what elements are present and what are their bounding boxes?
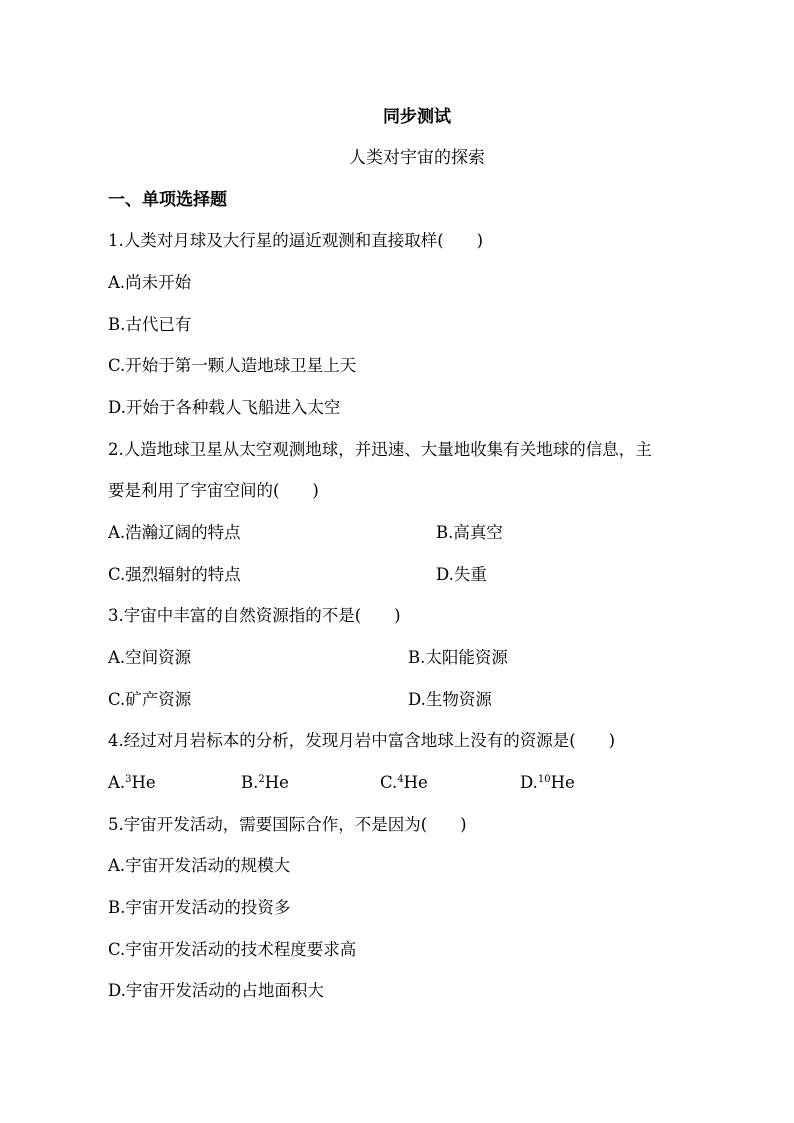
question-1-option-b: B.古代已有 bbox=[108, 315, 192, 334]
question-4-stem: 4.经过对月岩标本的分析，发现月岩中富含地球上没有的资源是( ) bbox=[108, 731, 616, 750]
question-2-stem-line-2: 要是利用了宇宙空间的( ) bbox=[108, 481, 319, 500]
question-2-option-c: C.强烈辐射的特点 bbox=[108, 565, 241, 584]
section-heading: 一、单项选择题 bbox=[108, 190, 227, 210]
question-5-option-d: D.宇宙开发活动的占地面积大 bbox=[108, 981, 324, 1000]
option-b-element: He bbox=[264, 773, 289, 792]
question-4-option-c bbox=[380, 772, 428, 794]
question-3-option-d: D.生物资源 bbox=[408, 690, 492, 709]
question-3-option-a: A.空间资源 bbox=[108, 648, 192, 667]
option-a-element: He bbox=[131, 773, 156, 792]
question-5-option-a: A.宇宙开发活动的规模大 bbox=[108, 856, 291, 875]
question-1-stem: 1.人类对月球及大行星的逼近观测和直接取样( ) bbox=[108, 231, 484, 250]
option-b-mass-number: 2 bbox=[258, 774, 265, 785]
option-c-element: He bbox=[403, 773, 428, 792]
question-4-option-a bbox=[108, 772, 156, 794]
question-4-option-b bbox=[241, 772, 289, 794]
question-1-option-a: A.尚未开始 bbox=[108, 273, 192, 292]
option-d-prefix: D. bbox=[520, 773, 538, 792]
question-2-option-a: A.浩瀚辽阔的特点 bbox=[108, 523, 241, 542]
question-3-option-c: C.矿产资源 bbox=[108, 690, 192, 709]
page-subtitle: 人类对宇宙的探索 bbox=[349, 148, 485, 168]
question-1-option-d: D.开始于各种载人飞船进入太空 bbox=[108, 398, 341, 417]
question-5-stem: 5.宇宙开发活动，需要国际合作，不是因为( ) bbox=[108, 815, 467, 834]
question-4-option-d bbox=[520, 772, 575, 794]
option-a-prefix: A. bbox=[108, 773, 126, 792]
page-title: 同步测试 bbox=[383, 107, 451, 127]
question-2-option-b: B.高真空 bbox=[436, 523, 503, 542]
question-3-stem: 3.宇宙中丰富的自然资源指的不是( ) bbox=[108, 606, 401, 625]
option-d-mass-number: 10 bbox=[537, 774, 551, 785]
option-c-mass-number: 4 bbox=[397, 774, 404, 785]
option-a-mass-number: 3 bbox=[125, 774, 132, 785]
option-d-element: He bbox=[550, 773, 575, 792]
question-3-option-b: B.太阳能资源 bbox=[408, 648, 508, 667]
question-1-option-c: C.开始于第一颗人造地球卫星上天 bbox=[108, 356, 357, 375]
question-5-option-c: C.宇宙开发活动的技术程度要求高 bbox=[108, 940, 357, 959]
question-5-option-b: B.宇宙开发活动的投资多 bbox=[108, 898, 291, 917]
option-b-prefix: B. bbox=[241, 773, 259, 792]
option-c-prefix: C. bbox=[380, 773, 398, 792]
question-2-option-d: D.失重 bbox=[436, 565, 487, 584]
question-2-stem-line-1: 2.人造地球卫星从太空观测地球，并迅速、大量地收集有关地球的信息，主 bbox=[108, 440, 652, 459]
